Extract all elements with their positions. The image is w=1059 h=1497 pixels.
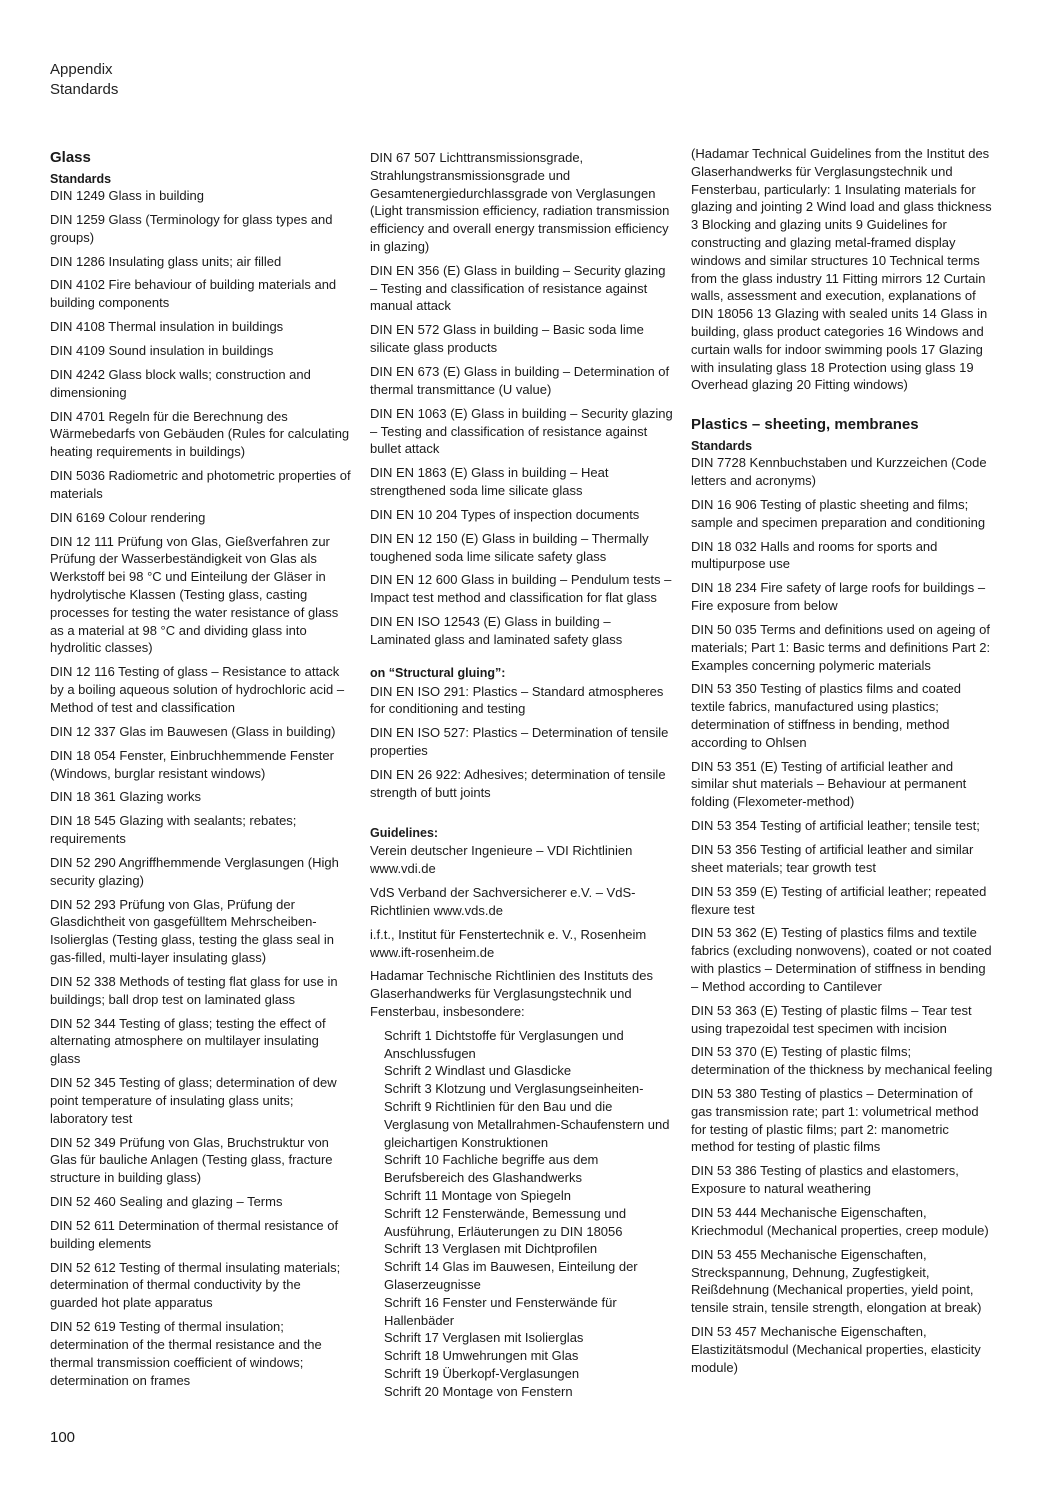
standard-entry: DIN 53 455 Mechanische Eigenschaften, Streckspannung, Dehnung, Zugfestigkeit, Reißdehnung (Mechanical properties, yield point, tensile strain, tensile strength, elongation at break) — [691, 1246, 982, 1316]
guideline-entry: Verein deutscher Ingenieure – VDI Richtlinien www.vdi.de — [370, 843, 633, 877]
standard-entry: DIN 4109 Sound insulation in buildings — [50, 343, 274, 359]
schrift-entry: Schrift 3 Klotzung und Verglasungseinheiten- — [384, 1081, 644, 1097]
standard-entry: DIN 53 350 Testing of plastics films and coated textile fabrics, manufactured using plastics; determination of stiffness in bending, method according to Ohlsen — [691, 681, 962, 750]
header-appendix: Appendix — [50, 61, 113, 78]
hadamar-translation: (Hadamar Technical Guidelines from the Institut des Glaserhandwerks für Verglasungstechnik und Fensterbau, particularly: 1 Insulating materials for glazing and jointing 2 Wind load and glass thickness 3 Blocking and glazing units 9 Guidelines for constructing and glazing metal-framed display windows and similar structures 10 Technical terms from the glass industry 11 Fitting mirrors 12 Curtain walls, assessment and execution, explanations of DIN 18056 13 Glazing with sealed units 14 Glass in building, glass product categories 16 Windows and curtain walls for indoor swimming pools 17 Glazing with insulating glass 18 Protection using glass 19 Overhead glazing 20 Fitting windows) — [691, 146, 992, 393]
standard-entry: DIN EN 1863 (E) Glass in building – Heat strengthened soda lime silicate glass — [370, 465, 609, 499]
standard-entry: DIN EN 12 600 Glass in building – Pendulum tests – Impact test method and classification for flat glass — [370, 572, 672, 606]
guidelines-list — [370, 842, 674, 1020]
schrift-entry: Schrift 10 Fachliche begriffe aus dem Berufsbereich des Glashandwerks — [384, 1152, 599, 1186]
glass-standards-list — [50, 187, 352, 1389]
schrift-entry: Schrift 14 Glas im Bauwesen, Einteilung der Glaserzeugnisse — [384, 1259, 638, 1293]
standard-entry: DIN EN 356 (E) Glass in building – Security glazing – Testing and classification of resistance against manual attack — [370, 262, 666, 314]
section-title-plastics: Plastics – sheeting, membranes — [691, 416, 919, 434]
column-plastics — [691, 145, 993, 1383]
section-title-glass: Glass — [50, 149, 91, 166]
schrift-entry: Schrift 9 Richtlinien für den Bau und die Verglasung von Metallrahmen-Schaufenstern und gleichartigen Konstruktionen — [384, 1099, 670, 1150]
guideline-entry: VdS Verband der Sachversicherer e.V. – VdS-Richtlinien www.vds.de — [370, 885, 636, 918]
standard-entry: DIN 16 906 Testing of plastic sheeting and films; sample and specimen preparation and conditioning — [691, 496, 986, 530]
standard-entry: DIN EN 12 150 (E) Glass in building – Thermally toughened soda lime silicate safety glass — [370, 530, 649, 564]
schrift-entry: Schrift 16 Fenster und Fensterwände für Hallenbäder — [384, 1294, 617, 1328]
standard-entry: DIN 53 380 Testing of plastics – Determination of gas transmission rate; part 1: volumetrical method for testing of plastic films; part 2: manometric method for testing of plastic films — [691, 1086, 979, 1155]
schrift-entry: Schrift 13 Verglasen mit Dichtprofilen — [384, 1241, 598, 1257]
standard-entry: DIN 12 337 Glas im Bauwesen (Glass in building) — [50, 723, 336, 739]
schrift-entry: Schrift 11 Montage von Spiegeln — [384, 1188, 571, 1204]
schrift-entry: Schrift 12 Fensterwände, Bemessung und Ausführung, Erläuterungen zu DIN 18056 — [384, 1205, 627, 1239]
standard-entry: DIN 18 545 Glazing with sealants; rebates; requirements — [50, 813, 297, 847]
standard-entry: DIN 53 351 (E) Testing of artificial leather and similar shut materials – Behaviour at permanent folding (Flexometer-method) — [691, 758, 967, 810]
structural-gluing-list — [370, 683, 674, 802]
schrift-entry: Schrift 1 Dichtstoffe für Verglasungen und Anschlussfugen — [384, 1027, 624, 1061]
standard-entry: DIN EN ISO 12543 (E) Glass in building – Laminated glass and laminated safety glass — [370, 614, 623, 647]
standard-entry: DIN EN 10 204 Types of inspection documents — [370, 506, 640, 522]
standard-entry: DIN 53 354 Testing of artificial leather; tensile test; — [691, 818, 980, 834]
standard-entry: DIN 67 507 Lichttransmissionsgrade, Strahlungstransmissionsgrade und Gesamtenergiedurchlassgrade von Verglasungen (Light transmission efficiency, radiation transmission efficiency and overall energy transmission efficiency in glazing) — [370, 150, 670, 254]
schrift-entry: Schrift 19 Überkopf-Verglasungen — [384, 1366, 580, 1382]
page-header — [50, 60, 118, 100]
schrift-entry: Schrift 18 Umwehrungen mit Glas — [384, 1348, 579, 1364]
standard-entry: DIN 53 444 Mechanische Eigenschaften, Kriechmodul (Mechanical properties, creep module) — [691, 1205, 989, 1238]
glass-standards-list-continued — [370, 149, 674, 649]
standard-entry: DIN 52 345 Testing of glass; determination of dew point temperature of insulating glass units; laboratory test — [50, 1075, 337, 1126]
column-glass-continued — [370, 149, 674, 1401]
schriften-list — [370, 1027, 674, 1401]
standard-entry: DIN 4701 Regeln für die Berechnung des Wärmebedarfs von Gebäuden (Rules for calculating heating requirements in buildings) — [50, 408, 350, 460]
standard-entry: DIN EN 1063 (E) Glass in building – Security glazing – Testing and classification of resistance against bullet attack — [370, 405, 673, 457]
standard-entry: DIN 18 361 Glazing works — [50, 789, 202, 805]
standard-entry: DIN 53 363 (E) Testing of plastic films – Tear test using trapezoidal test specimen with incision — [691, 1002, 972, 1036]
standard-entry: DIN 52 460 Sealing and glazing – Terms — [50, 1194, 283, 1210]
standard-entry: DIN 52 293 Prüfung von Glas, Prüfung der Glasdichtheit von gasgefülltem Mehrscheiben-Isolierglas (Testing glass, testing the glass seal in gas-filled, multi-layer insulating glass) — [50, 896, 334, 966]
standard-entry: DIN 53 370 (E) Testing of plastic films; determination of the thickness by mechanical feeling — [691, 1044, 993, 1078]
standard-entry: DIN 7728 Kennbuchstaben und Kurzzeichen (Code letters and acronyms) — [691, 455, 987, 488]
standard-entry: DIN EN 572 Glass in building – Basic soda lime silicate glass products — [370, 322, 644, 356]
standard-entry: DIN 53 359 (E) Testing of artificial leather; repeated flexure test — [691, 883, 987, 917]
standard-entry: DIN 4102 Fire behaviour of building materials and building components — [50, 277, 337, 311]
subsection-standards: Standards — [691, 439, 753, 454]
standard-entry: DIN EN ISO 527: Plastics – Determination of tensile properties — [370, 725, 669, 759]
standard-entry: DIN 53 386 Testing of plastics and elastomers, Exposure to natural weathering — [691, 1163, 959, 1197]
header-standards: Standards — [50, 81, 119, 98]
subsection-standards: Standards — [50, 172, 112, 186]
standard-entry: DIN 12 111 Prüfung von Glas, Gießverfahren zur Prüfung der Wasserbeständigkeit von Glas als Werkstoff bei 98 °C und Einteilung der Gläser in hydrolytische Klassen (Testing glass, casting processes for testing the water resistance of glass as a material at 98 °C and dividing glass into hydrolitic classes) — [50, 533, 339, 656]
standard-entry: DIN 18 054 Fenster, Einbruchhemmende Fenster (Windows, burglar resistant windows) — [50, 747, 334, 781]
standard-entry: DIN 52 611 Determination of thermal resistance of building elements — [50, 1218, 339, 1251]
standard-entry: DIN 5036 Radiometric and photometric properties of materials — [50, 468, 351, 501]
standard-entry: DIN 52 612 Testing of thermal insulating materials; determination of thermal conductivity by the guarded hot plate apparatus — [50, 1259, 341, 1311]
standard-entry: DIN 12 116 Testing of glass – Resistance to attack by a boiling aqueous solution of hydrochloric acid – Method of test and classification — [50, 664, 345, 715]
plastics-standards-list — [691, 454, 993, 1376]
standard-entry: DIN 53 362 (E) Testing of plastics films and textile fabrics (excluding nonwovens), coated or not coated with plastics – Determination of stiffness in bending – Method according to Cantilever — [691, 925, 992, 994]
standard-entry: DIN 18 234 Fire safety of large roofs for buildings – Fire exposure from below — [691, 580, 986, 614]
guidelines-title: Guidelines: — [370, 825, 439, 840]
standard-entry: DIN 4242 Glass block walls; construction and dimensioning — [50, 366, 311, 400]
standard-entry: DIN 4108 Thermal insulation in buildings — [50, 319, 284, 335]
standard-entry: DIN 53 356 Testing of artificial leather and similar sheet materials; tear growth test — [691, 842, 974, 875]
schrift-entry: Schrift 17 Verglasen mit Isolierglas — [384, 1330, 584, 1346]
standard-entry: DIN EN 673 (E) Glass in building – Determination of thermal transmittance (U value) — [370, 364, 670, 397]
standard-entry: DIN 1259 Glass (Terminology for glass types and groups) — [50, 211, 333, 245]
standard-entry: DIN 52 338 Methods of testing flat glass for use in buildings; ball drop test on laminated glass — [50, 973, 338, 1007]
standard-entry: DIN 52 344 Testing of glass; testing the effect of alternating atmosphere on multilayer insulating glass — [50, 1015, 326, 1067]
standard-entry: DIN 18 032 Halls and rooms for sports and multipurpose use — [691, 538, 938, 572]
standard-entry: DIN EN 26 922: Adhesives; determination of tensile strength of butt joints — [370, 766, 666, 800]
standard-entry: DIN 53 457 Mechanische Eigenschaften, Elastizitätsmodul (Mechanical properties, elasticity module) — [691, 1324, 981, 1375]
standard-entry: DIN 50 035 Terms and definitions used on ageing of materials; Part 1: Basic terms and definitions Part 2: Examples concerning polymeric materials — [691, 621, 991, 673]
standard-entry: DIN EN ISO 291: Plastics – Standard atmospheres for conditioning and testing — [370, 683, 664, 717]
guideline-entry: Hadamar Technische Richtlinien des Instituts des Glaserhandwerks für Verglasungstechnik und Fensterbau, insbesondere: — [370, 968, 654, 1019]
standard-entry: DIN 52 619 Testing of thermal insulation; determination of the thermal resistance and the thermal transmission coefficient of windows; determination on frames — [50, 1319, 322, 1388]
standard-entry: DIN 52 290 Angriffhemmende Verglasungen (High security glazing) — [50, 855, 339, 888]
schrift-entry: Schrift 2 Windlast und Glasdicke — [384, 1063, 572, 1079]
column-glass — [50, 149, 352, 1395]
schrift-entry: Schrift 20 Montage von Fenstern — [384, 1383, 573, 1399]
standard-entry: DIN 1286 Insulating glass units; air filled — [50, 253, 282, 269]
guideline-entry: i.f.t., Institut für Fenstertechnik e. V., Rosenheim www.ift-rosenheim.de — [370, 926, 647, 960]
page-number: 100 — [50, 1429, 76, 1446]
standard-entry: DIN 1249 Glass in building — [50, 188, 204, 203]
standard-entry: DIN 52 349 Prüfung von Glas, Bruchstruktur von Glas für bauliche Anlagen (Testing glass, fracture structure in building glass) — [50, 1134, 333, 1186]
standard-entry: DIN 6169 Colour rendering — [50, 509, 206, 525]
structural-gluing-title: on “Structural gluing”: — [370, 665, 506, 680]
